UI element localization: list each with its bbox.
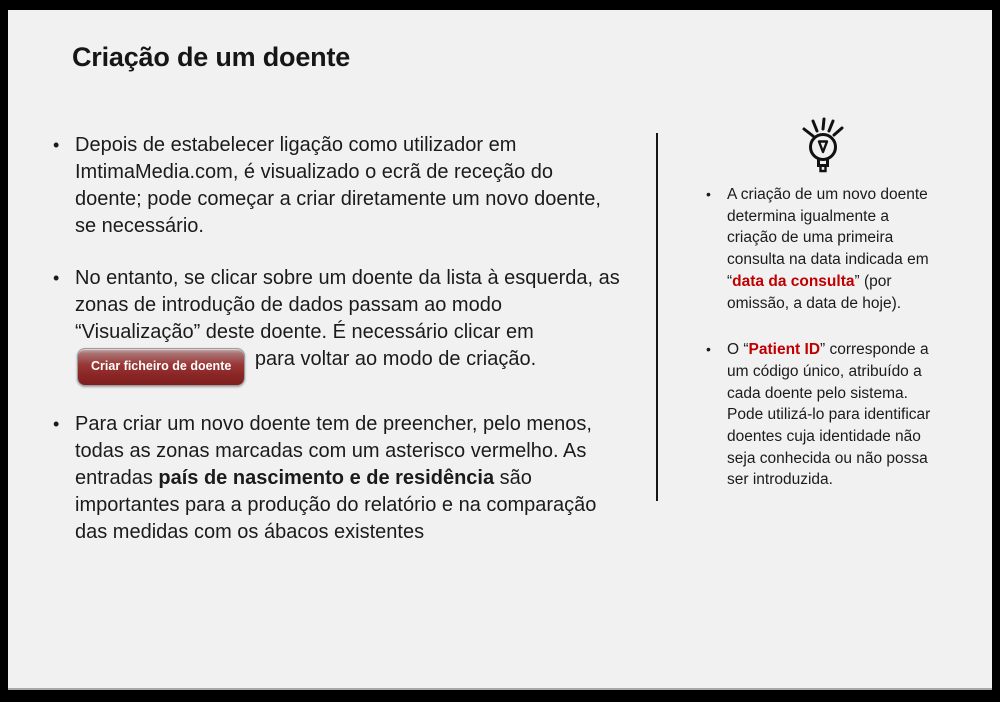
- bullet1-text: Depois de estabelecer ligação como utilizador em ImtimaMedia.com, é visualizado o ecrã de receção do doente; pode começar a criar diretamente um novo doente, se necessário.: [75, 134, 601, 237]
- note2-red-text: Patient ID: [748, 341, 821, 359]
- slide: [8, 10, 992, 690]
- bullet3-text-pre: Para criar um novo doente tem de preencher, pelo menos, todas as zonas marcadas com um asterisco vermelho. As entradas: [75, 413, 592, 489]
- note2-text-post: ” corresponde a um código único, atribuído a cada doente pelo sistema. Pode utilizá-lo para identificar doentes cuja identidade não seja conhecida ou não possa ser introduzida.: [727, 341, 931, 489]
- note1-text-pre: A criação de um novo doente determina igualmente a criação de uma primeira consulta na data indicada em “: [727, 186, 929, 290]
- bullet3-bold-text: país de nascimento e de residência: [158, 467, 495, 489]
- right-column: [703, 116, 943, 516]
- left-column: [48, 132, 620, 571]
- list-item: [48, 132, 620, 240]
- note-item: [703, 339, 931, 491]
- page-title: Criação de um doente: [72, 42, 351, 72]
- lightbulb-icon: [703, 116, 943, 178]
- note1-text-post: ” (por omissão, a data de hoje).: [727, 272, 902, 312]
- bullet2-text-pre: No entanto, se clicar sobre um doente da lista à esquerda, as zonas de introdução de dados passam ao modo “Visualização” deste doente. É necessário clicar em: [75, 267, 620, 343]
- note2-text-pre: O “: [727, 341, 749, 359]
- vertical-divider: [656, 133, 658, 501]
- bullet2-text-post: para voltar ao modo de criação.: [249, 348, 537, 370]
- bullet3-text-post: são importantes para a produção do relatório e na comparação das medidas com os ábacos existentes: [75, 467, 597, 543]
- note-item: [703, 184, 931, 314]
- note1-red-text: data da consulta: [732, 272, 855, 290]
- list-item: [48, 265, 620, 386]
- criar-ficheiro-de-doente-button[interactable]: Criar ficheiro de doente: [77, 348, 245, 386]
- list-item: [48, 411, 620, 546]
